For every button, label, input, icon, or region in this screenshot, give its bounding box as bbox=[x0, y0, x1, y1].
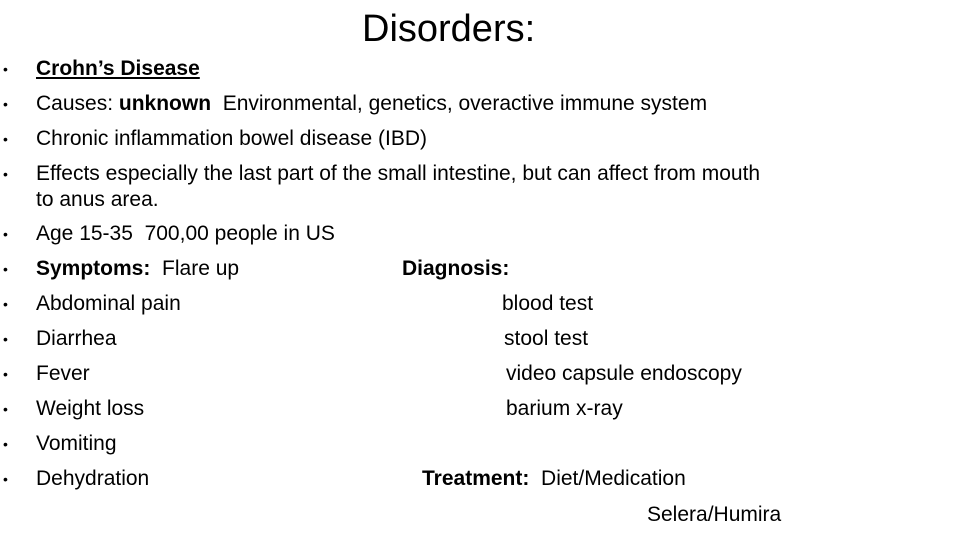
bullet-line bbox=[36, 91, 707, 117]
bullet-text: Effects especially the last part of the small intestine, but can affect from mouth bbox=[36, 162, 761, 185]
treatment-heading: Treatment: bbox=[422, 467, 530, 490]
diagnosis-item: video capsule endoscopy bbox=[506, 362, 742, 385]
bullet-text: Dehydration bbox=[36, 467, 150, 490]
bullet-heading: Crohn’s Disease bbox=[36, 57, 200, 80]
bullet-text: Vomiting bbox=[36, 432, 117, 455]
bullet-text: Age 15-35 700,00 people in US bbox=[36, 222, 335, 245]
bullet-text: Diarrhea bbox=[36, 327, 117, 350]
bullet-bold: unknown bbox=[118, 92, 212, 115]
bullet-text: Environmental, genetics, overactive immune system bbox=[211, 92, 708, 115]
bullet-dot: • bbox=[3, 401, 8, 417]
bullet-dot: • bbox=[3, 296, 8, 312]
diagnosis-heading: Diagnosis: bbox=[402, 257, 510, 280]
diagnosis-item: stool test bbox=[504, 327, 589, 350]
bullet-dot: • bbox=[3, 61, 8, 77]
slide-title: Disorders: bbox=[362, 8, 536, 50]
symptoms-heading: Symptoms: bbox=[36, 257, 151, 280]
bullet-dot: • bbox=[3, 226, 8, 242]
treatment-value-secondary: Selera/Humira bbox=[647, 503, 782, 526]
treatment-line bbox=[422, 466, 686, 492]
bullet-prefix: Causes: bbox=[36, 92, 119, 115]
bullet-text: Abdominal pain bbox=[36, 292, 181, 315]
bullet-text: Chronic inflammation bowel disease (IBD) bbox=[36, 127, 427, 150]
bullet-dot: • bbox=[3, 96, 8, 112]
bullet-dot: • bbox=[3, 261, 8, 277]
treatment-value: Diet/Medication bbox=[529, 467, 686, 490]
bullet-dot: • bbox=[3, 436, 8, 452]
bullet-continuation: to anus area. bbox=[36, 188, 159, 211]
diagnosis-item: blood test bbox=[502, 292, 594, 315]
bullet-text: Weight loss bbox=[36, 397, 145, 420]
bullet-dot: • bbox=[3, 166, 8, 182]
bullet-dot: • bbox=[3, 331, 8, 347]
bullet-dot: • bbox=[3, 131, 8, 147]
bullet-dot: • bbox=[3, 471, 8, 487]
bullet-line bbox=[36, 256, 239, 282]
bullet-text: Flare up bbox=[150, 257, 240, 280]
bullet-text: Fever bbox=[36, 362, 90, 385]
bullet-dot: • bbox=[3, 366, 8, 382]
diagnosis-item: barium x-ray bbox=[506, 397, 623, 420]
